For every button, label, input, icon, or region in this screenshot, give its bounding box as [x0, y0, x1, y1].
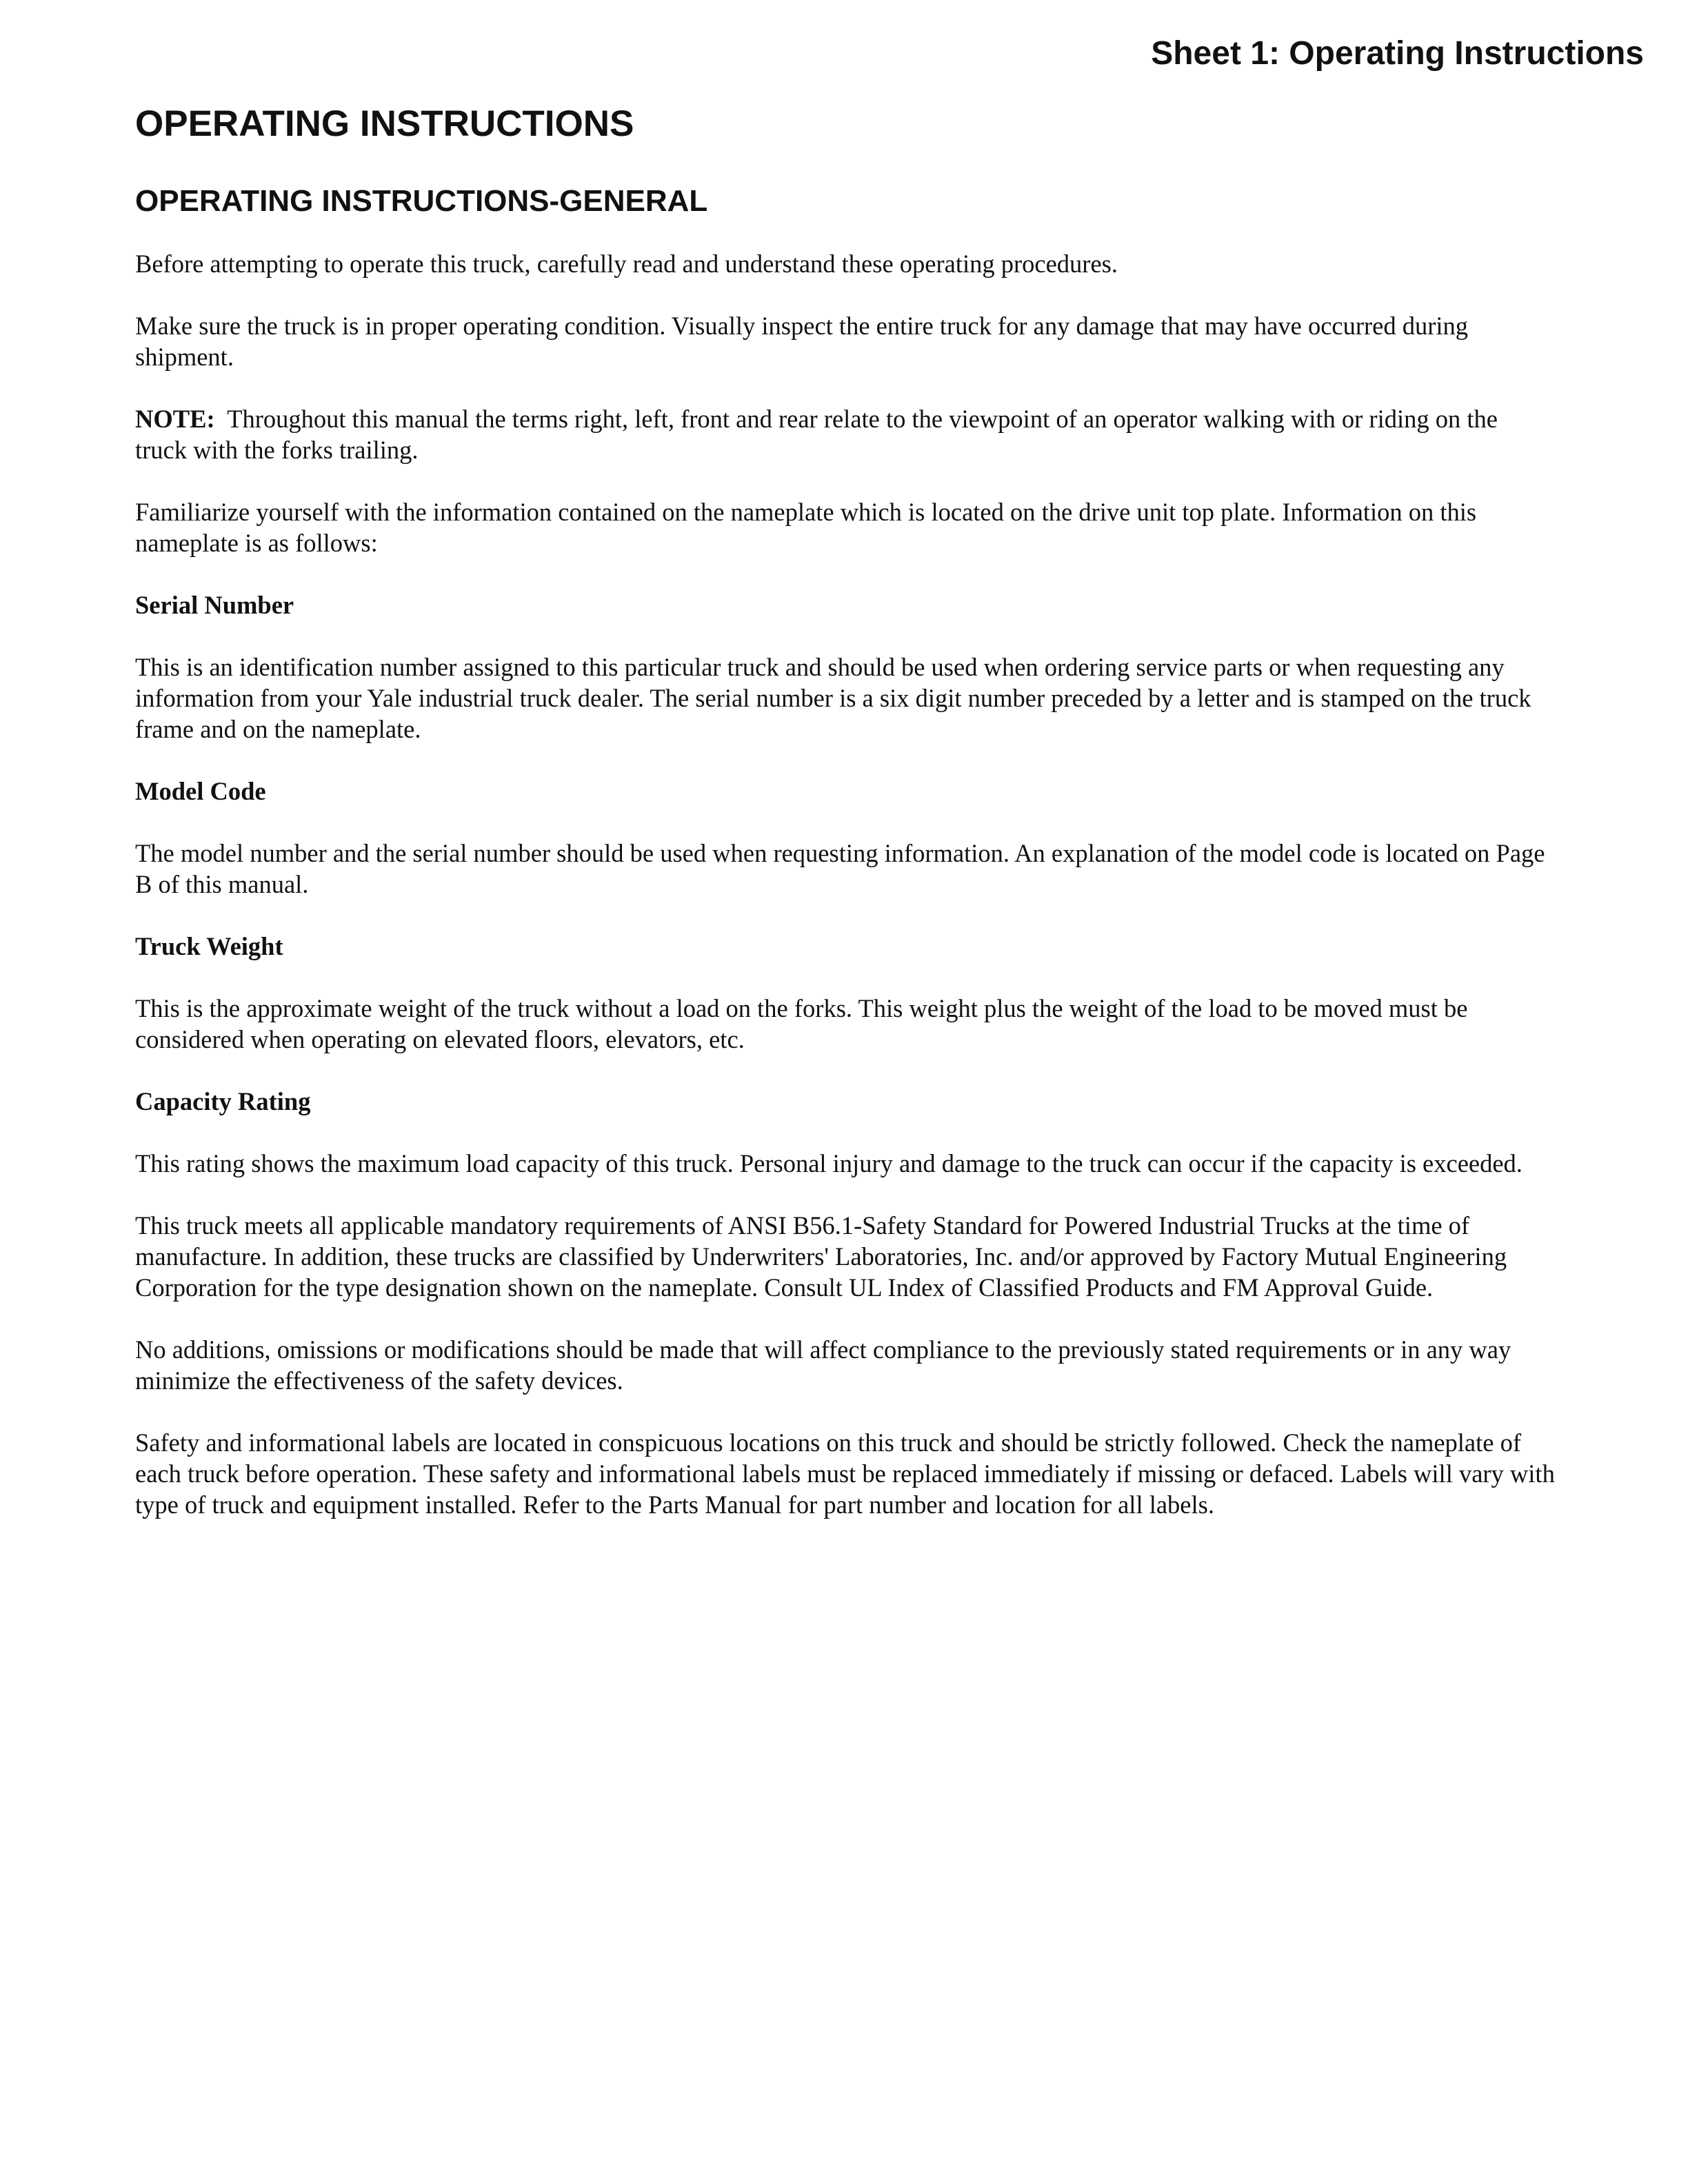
modifications-paragraph: No additions, omissions or modifications should be made that will affect compliance to the previously stated requirements or in any way minimize the effectiveness of the safety devices.: [135, 1335, 1511, 1395]
truck-weight-text: This is the approximate weight of the truck without a load on the forks. This weight plus the weight of the load to be moved must be considered when operating on elevated floors, elevators, etc.: [135, 994, 1468, 1054]
nameplate-intro: Familiarize yourself with the information contained on the nameplate which is located on the drive unit top plate. Information on this nameplate is as follows:: [135, 498, 1477, 558]
capacity-rating-heading: Capacity Rating: [135, 1087, 311, 1116]
serial-number-heading: Serial Number: [135, 591, 294, 620]
intro-paragraph-1: Before attempting to operate this truck, carefully read and understand these operating procedures.: [135, 250, 1118, 279]
document-title: OPERATING INSTRUCTIONS: [135, 103, 634, 144]
compliance-paragraph: This truck meets all applicable mandatory requirements of ANSI B56.1-Safety Standard for Powered Industrial Trucks at the time of manufacture. In addition, these trucks are classified by Underwriters' Laboratories, Inc. and/or approved by Factory Mutual Engineering Corporation for the type designation shown on the nameplate. Consult UL Index of Classified Products and FM Approval Guide.: [135, 1211, 1507, 1302]
model-code-text: The model number and the serial number should be used when requesting information. An explanation of the model code is located on Page B of this manual.: [135, 839, 1545, 899]
serial-number-text: This is an identification number assigned to this particular truck and should be used when ordering service parts or when requesting any information from your Yale industrial truck dealer. The serial number is a six digit number preceded by a letter and is stamped on the truck frame and on the nameplate.: [135, 653, 1531, 744]
note-label: NOTE:: [135, 405, 215, 434]
capacity-rating-text: This rating shows the maximum load capacity of this truck. Personal injury and damage to the truck can occur if the capacity is exceeded.: [135, 1149, 1523, 1178]
note-paragraph: [135, 403, 1556, 465]
model-code-heading: Model Code: [135, 777, 266, 806]
labels-paragraph: Safety and informational labels are located in conspicuous locations on this truck and should be strictly followed. Check the nameplate of each truck before operation. These safety and informational labels must be replaced immediately if missing or defaced. Labels will vary with type of truck and equipment installed. Refer to the Parts Manual for part number and location for all labels.: [135, 1428, 1555, 1519]
note-text: Throughout this manual the terms right, left, front and rear relate to the viewpoint of an operator walking with or riding on the truck with the forks trailing.: [135, 405, 1498, 465]
document-body: [135, 102, 1556, 1551]
sheet-title: Sheet 1: Operating Instructions: [1151, 35, 1644, 72]
truck-weight-heading: Truck Weight: [135, 932, 283, 961]
section-title: OPERATING INSTRUCTIONS-GENERAL: [135, 183, 708, 218]
intro-paragraph-2: Make sure the truck is in proper operating condition. Visually inspect the entire truck for any damage that may have occurred during shipment.: [135, 312, 1469, 372]
